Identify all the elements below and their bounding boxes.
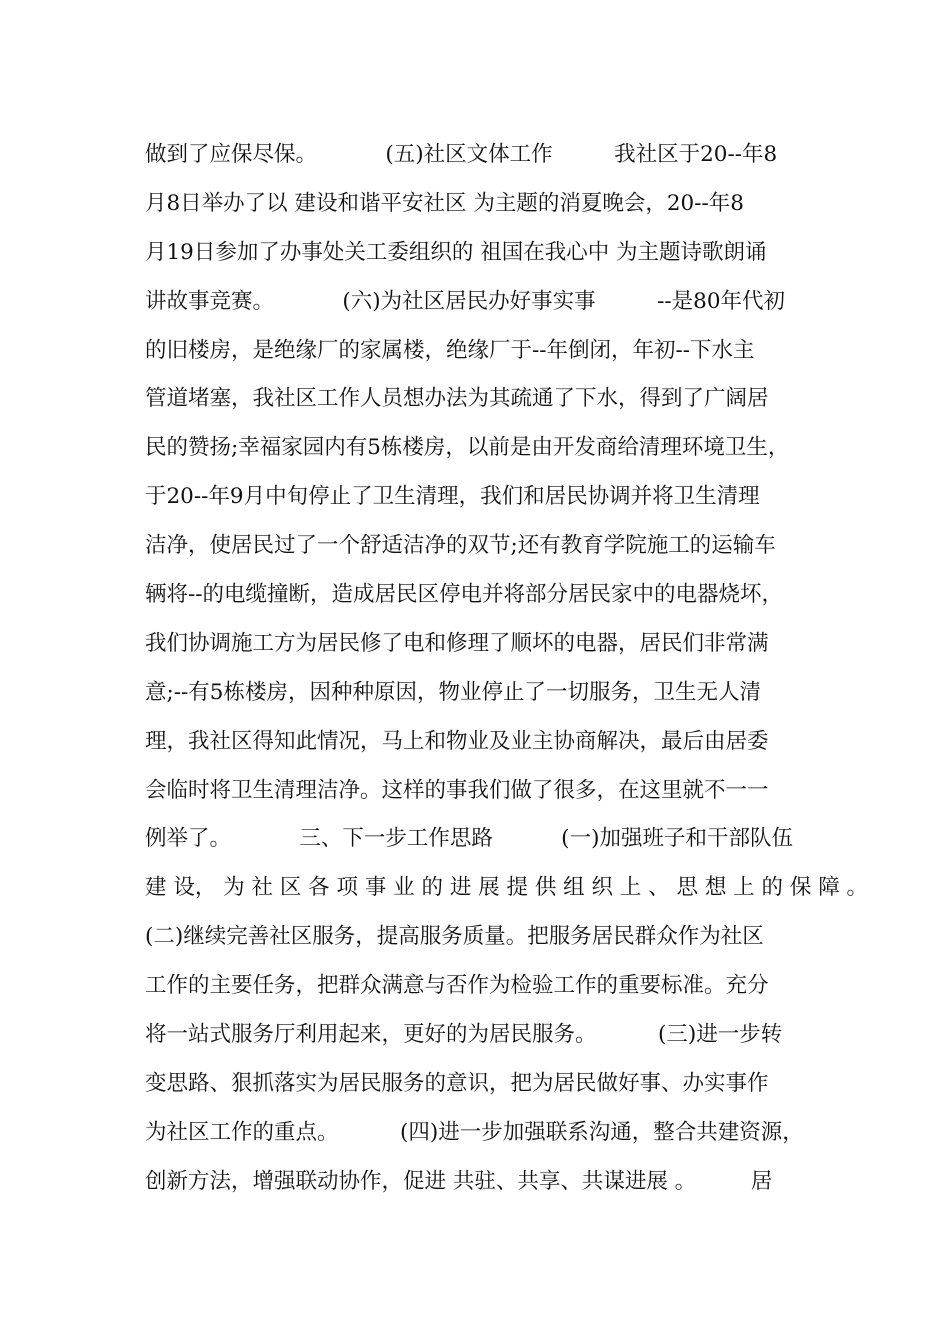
- text-line: 月8日举办了以 建设和谐平安社区 为主题的消夏晚会，20--年8: [145, 190, 744, 216]
- text-line: 于20--年9月中旬停止了卫生清理，我们和居民协调并将卫生清理: [145, 484, 760, 510]
- text-line: 会临时将卫生清理洁净。这样的事我们做了很多，在这里就不一一: [145, 777, 769, 803]
- text-line: 将一站式服务厅利用起来，更好的为居民服务。 (三)进一步转: [145, 1022, 783, 1048]
- text-line: 意;--有5栋楼房，因种种原因，物业停止了一切服务，卫生无人清: [145, 679, 761, 705]
- text-line: (二)继续完善社区服务，提高服务质量。把服务居民群众作为社区: [145, 924, 764, 950]
- text-line: 的旧楼房，是绝缘厂的家属楼，绝缘厂于--年倒闭，年初--下水主: [145, 337, 755, 363]
- text-line: 建 设， 为 社 区 各 项 事 业 的 进 展 提 供 组 织 上 、 思 想 上 的 保 障 。: [145, 875, 869, 901]
- text-line: 创新方法，增强联动协作，促进 共驻、共享、共谋进展 。 居: [145, 1168, 773, 1194]
- text-line: 做到了应保尽保。 (五)社区文体工作 我社区于20--年8: [145, 142, 778, 167]
- text-line: 为社区工作的重点。 (四)进一步加强联系沟通，整合共建资源，: [145, 1119, 804, 1145]
- text-line: 月19日参加了办事处关工委组织的 祖国在我心中 为主题诗歌朗诵: [145, 239, 767, 265]
- text-line: 理，我社区得知此情况，马上和物业及业主协商解决，最后由居委: [145, 728, 769, 754]
- text-line: 辆将--的电缆撞断，造成居民区停电并将部分居民家中的电器烧坏，: [145, 582, 784, 608]
- text-line: 民的赞扬;幸福家园内有5栋楼房，以前是由开发商给清理环境卫生，: [145, 435, 790, 461]
- text-line: 工作的主要任务，把群众满意与否作为检验工作的重要标准。充分: [145, 973, 769, 999]
- text-line: 我们协调施工方为居民修了电和修理了顺坏的电器，居民们非常满: [145, 630, 769, 656]
- text-line: 变思路、狠抓落实为居民服务的意识，把为居民做好事、办实事作: [145, 1070, 769, 1096]
- text-line: 讲故事竞赛。 (六)为社区居民办好事实事 --是80年代初: [145, 288, 786, 314]
- text-line: 管道堵塞，我社区工作人员想办法为其疏通了下水，得到了广阔居: [145, 386, 769, 412]
- text-line: 洁净，使居民过了一个舒适洁净的双节;还有教育学院施工的运输车: [145, 533, 776, 559]
- document-body: [145, 131, 869, 1207]
- text-line: 例举了。 三、下一步工作思路 (一)加强班子和干部队伍: [145, 826, 793, 852]
